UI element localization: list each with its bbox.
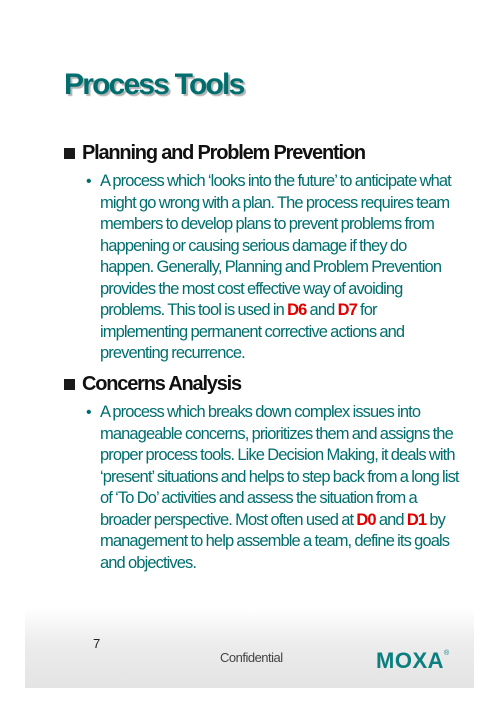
square-bullet-icon	[64, 148, 75, 159]
highlight-d7: D7	[337, 301, 357, 319]
paragraph-text: and	[375, 510, 407, 529]
highlight-d0: D0	[356, 510, 376, 529]
highlight-d1: D1	[406, 510, 427, 529]
section-planning	[64, 142, 459, 365]
moxa-logo	[376, 648, 450, 674]
section-concerns	[64, 373, 459, 574]
paragraph-text: and	[306, 301, 338, 319]
section-heading	[64, 373, 459, 396]
registered-mark: ®	[444, 650, 450, 657]
page-number: 7	[93, 636, 101, 651]
confidential-label: Confidential	[220, 650, 283, 665]
section-heading-text: Concerns Analysis	[82, 373, 241, 395]
bullet-dot-icon: •	[86, 404, 92, 421]
paragraph-text: for implementing permanent corrective actions and preventing recurrence.	[100, 301, 405, 362]
bullet-paragraph	[100, 402, 459, 574]
bullet-dot-icon: •	[86, 173, 92, 190]
logo-text: MOXA	[376, 648, 444, 673]
section-heading-text: Planning and Problem Prevention	[82, 142, 365, 164]
paragraph-text: A process which breaks down complex issues into manageable concerns, prioritizes them and assigns the proper process tools. Like Decision Making, it deals with ‘present’ situations and helps to step back from a long list of ‘To Do’ activities and assess the situation from a broader perspective. Most often used at	[100, 403, 459, 529]
page-title: Process Tools	[64, 68, 244, 101]
section-heading	[64, 142, 459, 165]
bullet-paragraph	[100, 171, 459, 365]
bullet-item	[64, 402, 459, 574]
paragraph-text: by management to help assemble a team, define its goals and objectives.	[100, 510, 450, 572]
bullet-item	[64, 171, 459, 365]
highlight-d6: D6	[287, 301, 307, 319]
paragraph-text: A process which ‘looks into the future’ to anticipate what might go wrong with a plan. The process requires team members to develop plans to prevent problems from happening or causing serious damage if they do happen. Generally, Planning and Problem Prevention provides the most cost effective way of avoiding problems. This tool is used in	[100, 172, 451, 319]
square-bullet-icon	[64, 379, 75, 390]
